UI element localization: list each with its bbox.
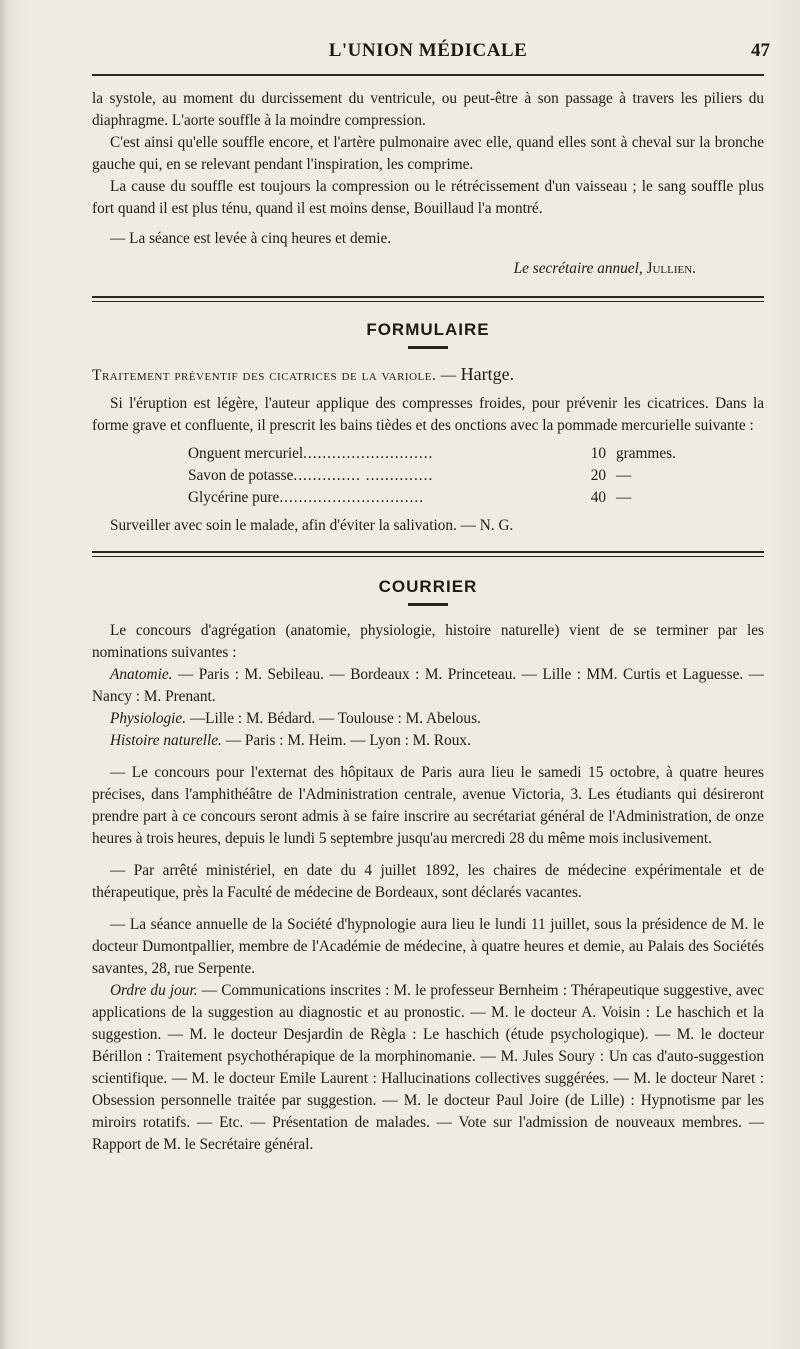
recipe-name: Onguent mercuriel bbox=[188, 445, 304, 462]
courrier-paragraph-4: — La séance annuelle de la Société d'hypnologie aura lieu le lundi 11 juillet, sous la présidence de M. le docteur Dumontpallier, membre de l'Académie de médecine, à quatre heures et demie, au Palais des Sociétés savantes, 28, rue Serpente. bbox=[92, 916, 764, 977]
intro-paragraph-4: — La séance est levée à cinq heures et demie. bbox=[110, 230, 392, 247]
courrier-title: COURRIER bbox=[378, 577, 478, 596]
page-content bbox=[92, 34, 770, 1156]
anatomie-label: Anatomie. bbox=[110, 666, 173, 683]
recipe-qty: 40 bbox=[590, 489, 606, 506]
courrier-paragraph-1: Le concours d'agrégation (anatomie, physiologie, histoire naturelle) vient de se terminer par les nominations suivantes : bbox=[92, 622, 764, 661]
formulaire-paragraph-1: Si l'éruption est légère, l'auteur applique des compresses froides, pour prévenir les cicatrices. Dans la forme grave et confluente, il prescrit les bains tièdes et des onctions avec la pommade mercurielle suivante : bbox=[92, 395, 764, 434]
recipe-unit: — bbox=[616, 467, 632, 484]
recipe-dots: .............. .............. bbox=[293, 467, 434, 484]
recipe-unit: — bbox=[616, 489, 632, 506]
recipe-row bbox=[188, 487, 708, 509]
ordre-du-jour bbox=[92, 980, 764, 1156]
formulaire-title: FORMULAIRE bbox=[366, 320, 490, 339]
recipe-row bbox=[188, 443, 708, 465]
courrier-paragraph-2: — Le concours pour l'externat des hôpitaux de Paris aura lieu le samedi 15 octobre, à quatre heures précises, dans l'amphithéâtre de l'Administration centrale, avenue Victoria, 3. Les étudiants qui désireront prendre part à ce concours seront admis à se faire inscrire au secrétariat général de l'Administration, de onze heures à trois heures, depuis le lundi 5 septembre jusqu'au mercredi 28 du même mois inclusivement. bbox=[92, 764, 764, 847]
signature-role: Le secrétaire annuel, bbox=[513, 260, 643, 277]
intro-paragraph-2: C'est ainsi qu'elle souffle encore, et l'artère pulmonaire avec elle, quand elles sont à cheval sur la bronche gauche qui, en se relevant pendant l'inspiration, les comprime. bbox=[92, 134, 764, 173]
running-head: L'UNION MÉDICALE bbox=[328, 40, 528, 61]
physiologie-line bbox=[92, 708, 764, 730]
remedy-author: Hartge. bbox=[460, 364, 515, 384]
ordre-label: Ordre du jour. bbox=[110, 982, 198, 999]
anatomie-text: — Paris : M. Sebileau. — Bordeaux : M. Princeteau. — Lille : MM. Curtis et Laguesse. — Nancy : M. Prenant. bbox=[92, 666, 764, 705]
histoire-label: Histoire naturelle. bbox=[110, 732, 222, 749]
intro-paragraph-1: la systole, au moment du durcissement du ventricule, ou peut-être à son passage à travers les piliers du diaphragme. L'aorte souffle à la moindre compression. bbox=[92, 90, 764, 129]
recipe-table bbox=[188, 443, 708, 509]
recipe-row bbox=[188, 465, 708, 487]
signature bbox=[92, 258, 696, 280]
signature-name: Jullien. bbox=[646, 260, 696, 277]
anatomie-line bbox=[92, 664, 764, 708]
recipe-name: Savon de potasse bbox=[188, 467, 294, 484]
recipe-dots: .............................. bbox=[279, 489, 425, 506]
courrier-paragraph-3: — Par arrêté ministériel, en date du 4 juillet 1892, les chaires de médecine expérimentale et de thérapeutique, près la Faculté de médecine de Bordeaux, sont déclarés vacantes. bbox=[92, 862, 764, 901]
formulaire-paragraph-2: Surveiller avec soin le malade, afin d'éviter la salivation. — N. G. bbox=[110, 517, 514, 534]
page-header bbox=[92, 34, 770, 74]
intro-paragraph-3: La cause du souffle est toujours la compression ou le rétrécissement d'un vaisseau ; le sang souffle plus fort quand il est plus ténu, quand il est moins dense, Bouillaud l'a montré. bbox=[92, 178, 764, 217]
recipe-unit: grammes. bbox=[616, 445, 676, 462]
histoire-text: — Paris : M. Heim. — Lyon : M. Roux. bbox=[225, 732, 471, 749]
physiologie-label: Physiologie. bbox=[110, 710, 187, 727]
recipe-qty: 10 bbox=[590, 445, 606, 462]
recipe-dots: ........................... bbox=[303, 445, 434, 462]
histoire-line bbox=[92, 730, 764, 752]
remedy-heading: Traitement préventif des cicatrices de la variole. — bbox=[92, 367, 457, 384]
page-number: 47 bbox=[751, 40, 770, 61]
remedy-title bbox=[92, 363, 764, 387]
recipe-name: Glycérine pure bbox=[188, 489, 280, 506]
recipe-qty: 20 bbox=[590, 467, 606, 484]
physiologie-text: —Lille : M. Bédard. — Toulouse : M. Abelous. bbox=[189, 710, 481, 727]
ordre-text: — Communications inscrites : M. le professeur Bernheim : Thérapeutique suggestive, avec applications de la suggestion au diagnostic et au pronostic. — M. le docteur A. Voisin : Le haschich et la suggestion. — M. le docteur Desjardin de Règla : Le haschich (étude psychologique). — M. le docteur Bérillon : Traitement psychothérapique de la morphinomanie. — M. Jules Soury : Un cas d'auto-suggestion scientifique. — M. le docteur Emile Laurent : Hallucinations collectives suggérées. — M. le docteur Naret : Obsession personnelle traitée par suggestion. — M. le docteur Paul Joire (de Lille) : Hypnotisme par les miroirs rotatifs. — Etc. — Présentation de malades. — Vote sur l'admission de nouveaux membres. — Rapport de M. le Secrétaire général. bbox=[92, 982, 764, 1153]
